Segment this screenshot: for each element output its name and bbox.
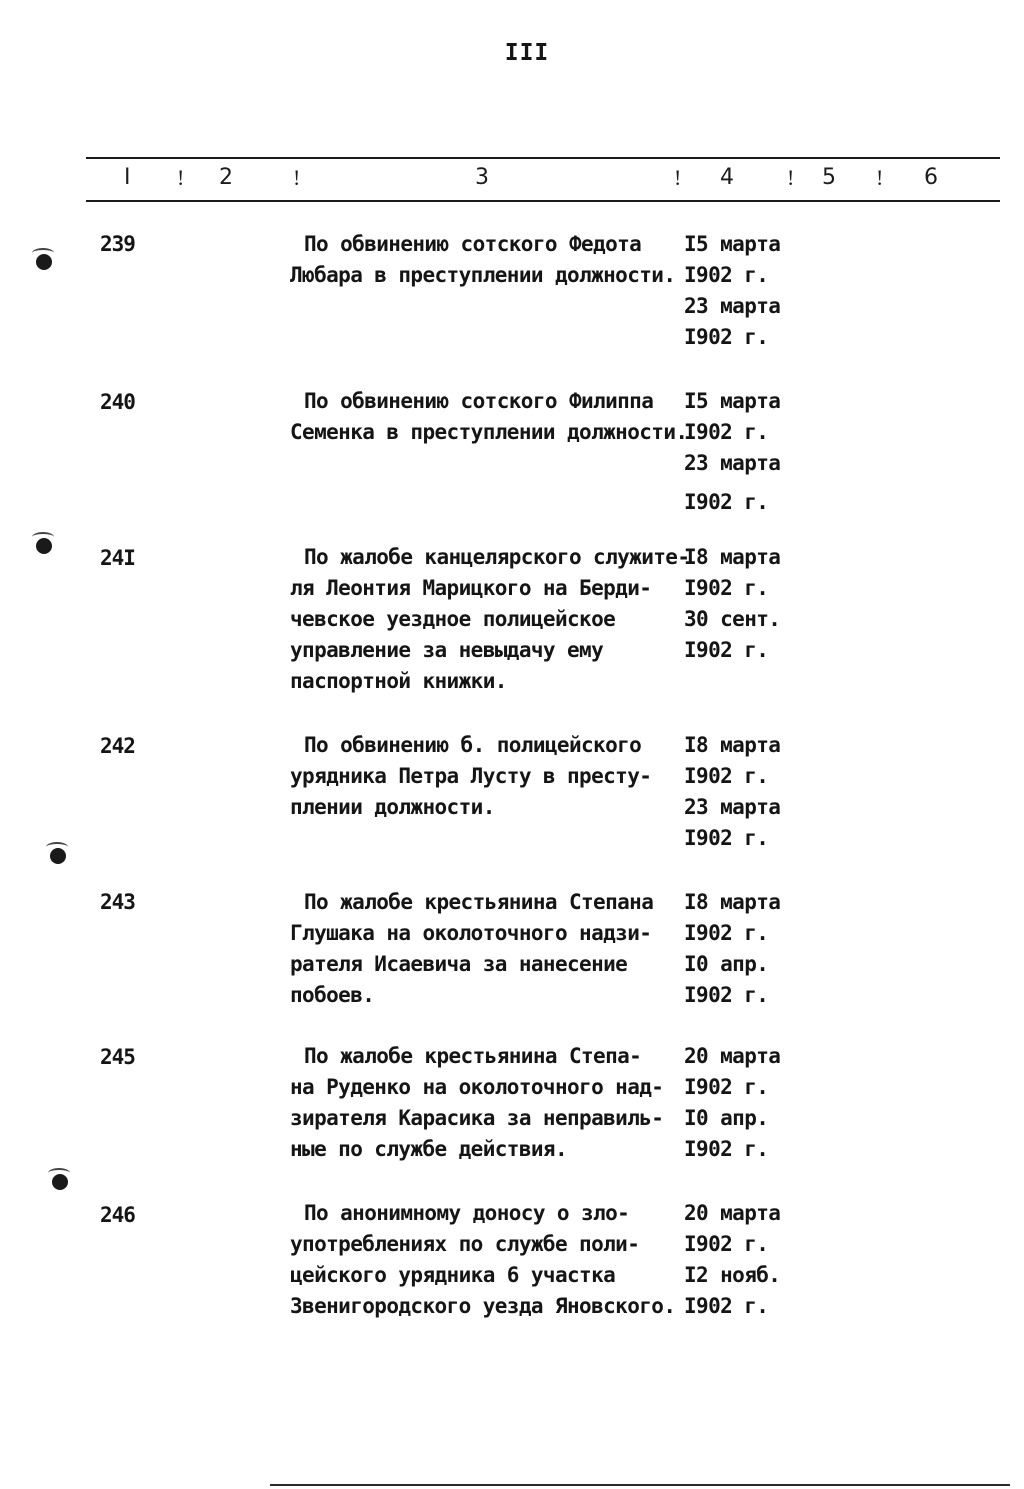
header-col-2: 2 xyxy=(219,165,233,190)
record-description xyxy=(290,229,690,291)
description-line: на Руденко на околоточного над- xyxy=(290,1075,664,1099)
description-line: По обвинению сотского Федота xyxy=(304,232,642,256)
description-line: паспортной книжки. xyxy=(290,669,507,693)
header-separator: ! xyxy=(177,165,185,190)
record-description xyxy=(290,386,690,448)
date-line: I902 г. xyxy=(684,420,769,444)
description-line: Глушака на околоточного надзи- xyxy=(290,921,652,945)
date-line: I2 нояб. xyxy=(684,1263,781,1287)
description-line: употреблениях по службе поли- xyxy=(290,1232,640,1256)
date-line: I902 г. xyxy=(684,826,769,850)
date-line: 23 марта xyxy=(684,294,781,318)
date-line: I902 г. xyxy=(684,638,769,662)
record-dates xyxy=(684,229,824,353)
date-line: I5 марта xyxy=(684,232,781,256)
record-dates xyxy=(684,1041,824,1165)
date-line: I8 марта xyxy=(684,545,781,569)
date-line: I902 г. xyxy=(684,263,769,287)
description-line: ля Леонтия Марицкого на Берди- xyxy=(290,576,652,600)
binder-hole-mark xyxy=(52,1174,68,1190)
record-number: 239 xyxy=(100,232,135,256)
date-line: I902 г. xyxy=(684,1137,769,1161)
date-line: I902 г. xyxy=(684,1232,769,1256)
header-col-5: 5 xyxy=(822,165,836,190)
record-description xyxy=(290,730,690,823)
record-number: 246 xyxy=(100,1203,135,1227)
description-line: По обвинению сотского Филиппа xyxy=(304,389,654,413)
description-line: Звенигородского уезда Яновского. xyxy=(290,1294,676,1318)
description-line: Семенка в преступлении должности. xyxy=(290,420,688,444)
date-line: I5 марта xyxy=(684,389,781,413)
record-description xyxy=(290,1041,690,1165)
date-line: I902 г. xyxy=(684,1294,769,1318)
date-line: 23 марта xyxy=(684,795,781,819)
date-line: I902 г. xyxy=(684,983,769,1007)
description-line: По жалобе канцелярского служите- xyxy=(304,545,690,569)
record-dates xyxy=(684,730,824,854)
description-line: По анонимному доносу о зло- xyxy=(304,1201,630,1225)
table-rule-top xyxy=(86,157,1000,159)
date-line: I8 марта xyxy=(684,733,781,757)
record-dates xyxy=(684,542,824,666)
record-number: 243 xyxy=(100,890,135,914)
description-line: ные по службе действия. xyxy=(290,1137,567,1161)
record-description xyxy=(290,1198,690,1322)
page-number: III xyxy=(504,40,550,66)
header-col-1: I xyxy=(124,165,131,190)
record-number: 245 xyxy=(100,1045,135,1069)
header-separator: ! xyxy=(293,165,301,190)
description-line: цейского урядника 6 участка xyxy=(290,1263,616,1287)
date-line: I902 г. xyxy=(684,576,769,600)
description-line: урядника Петра Лусту в престу- xyxy=(290,764,652,788)
date-line: I902 г. xyxy=(684,764,769,788)
date-line: I902 г. xyxy=(684,921,769,945)
header-separator: ! xyxy=(674,165,682,190)
table-rule-header xyxy=(86,200,1000,202)
record-dates xyxy=(684,1198,824,1322)
date-line: I0 апр. xyxy=(684,952,769,976)
record-dates xyxy=(684,887,824,1011)
date-line: I902 г. xyxy=(684,325,769,349)
description-line: Любара в преступлении должности. xyxy=(290,263,676,287)
record-description xyxy=(290,887,690,1011)
description-line: зирателя Карасика за неправиль- xyxy=(290,1106,664,1130)
description-line: По жалобе крестьянина Степа- xyxy=(304,1044,642,1068)
binder-hole-mark xyxy=(36,538,52,554)
binder-hole-mark xyxy=(36,254,52,270)
date-line: I8 марта xyxy=(684,890,781,914)
header-col-3: 3 xyxy=(475,165,489,190)
date-line: 23 марта xyxy=(684,451,781,475)
record-dates xyxy=(684,386,824,518)
record-number: 240 xyxy=(100,390,135,414)
description-line: По жалобе крестьянина Степана xyxy=(304,890,654,914)
description-line: управление за невыдачу ему xyxy=(290,638,604,662)
header-separator: ! xyxy=(787,165,795,190)
description-line: По обвинению б. полицейского xyxy=(304,733,642,757)
date-line: 20 марта xyxy=(684,1044,781,1068)
date-line: I902 г. xyxy=(684,1075,769,1099)
date-line: 30 сент. xyxy=(684,607,781,631)
description-line: побоев. xyxy=(290,983,375,1007)
record-number: 24I xyxy=(100,546,135,570)
binder-hole-mark xyxy=(50,848,66,864)
date-line: 20 марта xyxy=(684,1201,781,1225)
description-line: чевское уездное полицейское xyxy=(290,607,616,631)
description-line: плении должности. xyxy=(290,795,495,819)
description-line: рателя Исаевича за нанесение xyxy=(290,952,628,976)
date-line: I0 апр. xyxy=(684,1106,769,1130)
header-separator: ! xyxy=(876,165,884,190)
page-bottom-rule xyxy=(270,1484,1010,1486)
header-col-6: 6 xyxy=(924,165,938,190)
record-description xyxy=(290,542,690,697)
record-number: 242 xyxy=(100,734,135,758)
date-line: I902 г. xyxy=(684,490,769,514)
header-col-4: 4 xyxy=(720,165,734,190)
